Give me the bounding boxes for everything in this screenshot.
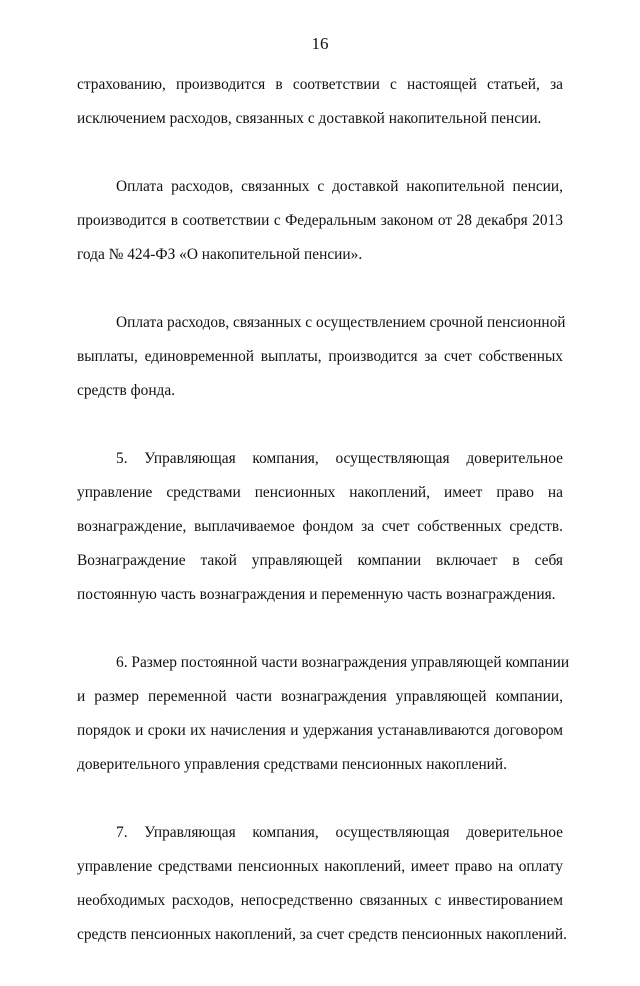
text-line: и размер переменной части вознаграждения управляющей компании, (77, 688, 563, 705)
paragraph-urgent-payment-costs (77, 306, 566, 408)
paragraph-item-7 (77, 816, 567, 952)
text-line: Вознаграждение такой управляющей компании включает в себя (77, 552, 563, 569)
text-line: 6. Размер постоянной части вознаграждения управляющей компании (116, 654, 570, 671)
text-line: года № 424-ФЗ «О накопительной пенсии». (77, 246, 363, 263)
paragraph-delivery-costs (77, 170, 563, 272)
text-line: исключением расходов, связанных с доставкой накопительной пенсии. (77, 110, 542, 127)
paragraph-item-5 (77, 442, 563, 612)
text-line: производится в соответствии с Федеральным законом от 28 декабря 2013 (77, 212, 563, 229)
text-line: средств фонда. (77, 382, 176, 399)
paragraph-continuation (77, 68, 563, 136)
page-number: 16 (311, 34, 329, 53)
text-line: вознаграждение, выплачиваемое фондом за счет собственных средств. (77, 518, 563, 535)
text-line: Оплата расходов, связанных с осуществлением срочной пенсионной (116, 314, 566, 331)
text-line: страхованию, производится в соответствии с настоящей статьей, за (77, 76, 563, 93)
text-line: постоянную часть вознаграждения и переменную часть вознаграждения. (77, 586, 556, 603)
paragraph-item-6 (77, 646, 570, 782)
text-line: порядок и сроки их начисления и удержания устанавливаются договором (77, 722, 563, 739)
text-line: управление средствами пенсионных накоплений, имеет право на оплату (77, 858, 563, 875)
text-line: 5. Управляющая компания, осуществляющая доверительное (116, 450, 563, 467)
text-line: выплаты, единовременной выплаты, производится за счет собственных (77, 348, 563, 365)
text-line: 7. Управляющая компания, осуществляющая доверительное (116, 824, 563, 841)
text-line: необходимых расходов, непосредственно связанных с инвестированием (77, 892, 563, 909)
text-line: доверительного управления средствами пенсионных накоплений. (77, 756, 508, 773)
document-body (77, 68, 570, 986)
text-line: Оплата расходов, связанных с доставкой накопительной пенсии, (116, 178, 563, 195)
text-line: управление средствами пенсионных накоплений, имеет право на (77, 484, 563, 501)
text-line: средств пенсионных накоплений, за счет средств пенсионных накоплений. (77, 926, 567, 943)
